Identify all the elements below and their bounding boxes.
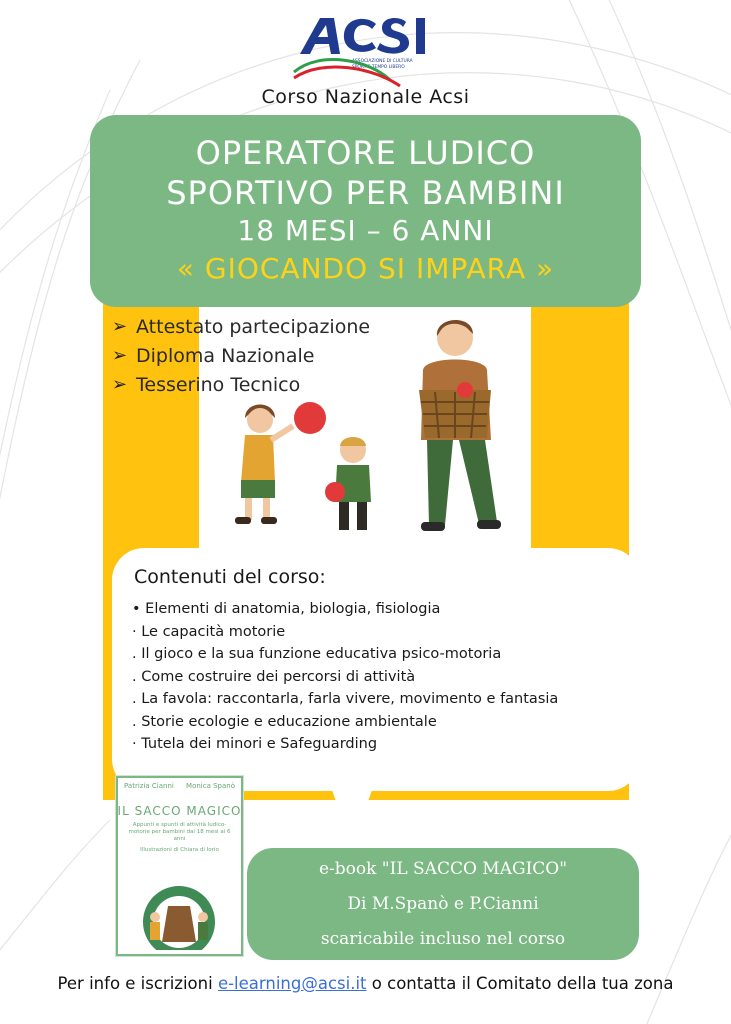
course-subtitle: Corso Nazionale Acsi (261, 86, 470, 108)
benefit-item: ➢ Diploma Nazionale (112, 344, 315, 367)
ebook-title: e-book "IL SACCO MAGICO" (318, 859, 568, 879)
list-item: . Come costruire dei percorsi di attività (132, 668, 416, 685)
girl-figure (235, 402, 326, 524)
logo-tagline-2: SPORT E TEMPO LIBERO (352, 65, 405, 70)
arrow-icon: ➢ (112, 316, 128, 337)
book-subtitle: Appunti e spunti di attività ludico-motorie per bambini dai 18 mesi ai 6 anni (128, 822, 231, 842)
ebook-info-box (247, 848, 639, 960)
benefit-item: ➢ Tesserino Tecnico (112, 373, 301, 396)
footer-suffix: o contatta il Comitato della tua zona (366, 974, 674, 993)
list-item: . Il gioco e la sua funzione educativa psico-motoria (132, 646, 502, 662)
list-item: . Storie ecologie e educazione ambientale (132, 713, 437, 730)
book-authors (116, 776, 243, 790)
arrow-icon: ➢ (112, 345, 128, 366)
motto: « GIOCANDO SI IMPARA » (176, 252, 555, 285)
logo-tagline-1: ASSOCIAZIONE DI CULTURA (352, 59, 413, 64)
title-line-2: SPORTIVO PER BAMBINI (166, 174, 565, 212)
email-link[interactable]: e-learning@acsi.it (217, 974, 367, 993)
acsi-logo (290, 10, 440, 88)
ebook-authors: Di M.Spanò e P.Cianni (347, 894, 539, 914)
logo-wordmark (300, 18, 425, 54)
book-illustration (130, 872, 228, 950)
benefit-item: ➢ Attestato partecipazione (112, 315, 371, 338)
ebook-note: scaricabile incluso nel corso (320, 929, 566, 949)
adult-figure (419, 320, 501, 531)
contents-list (132, 598, 558, 756)
title-box (90, 115, 641, 307)
contents-heading: Contenuti del corso: (134, 566, 326, 588)
footer-prefix: Per info e iscrizioni (57, 974, 218, 993)
book-author-1: Patrizia Cianni (124, 782, 174, 790)
arrow-icon: ➢ (112, 374, 128, 395)
children-illustration (215, 310, 525, 550)
book-title: IL SACCO MAGICO (117, 804, 242, 818)
toddler-figure (325, 437, 371, 530)
speech-bubble-tail (322, 790, 382, 850)
age-range: 18 MESI – 6 ANNI (237, 214, 494, 247)
book-illustrations: Illustrazioni di Chiara di Iorio (140, 847, 219, 853)
title-line-1: OPERATORE LUDICO (195, 134, 536, 172)
course-contents-box (112, 548, 640, 791)
ebook-cover (115, 775, 244, 957)
footer-info (0, 974, 731, 993)
book-author-2: Monica Spanò (186, 782, 235, 790)
list-item: • Elementi di anatomia, biologia, fisiologia (132, 601, 441, 617)
list-item: . La favola: raccontarla, farla vivere, movimento e fantasia (132, 691, 559, 707)
list-item: · Le capacità motorie (132, 623, 286, 640)
list-item: · Tutela dei minori e Safeguarding (132, 736, 378, 752)
